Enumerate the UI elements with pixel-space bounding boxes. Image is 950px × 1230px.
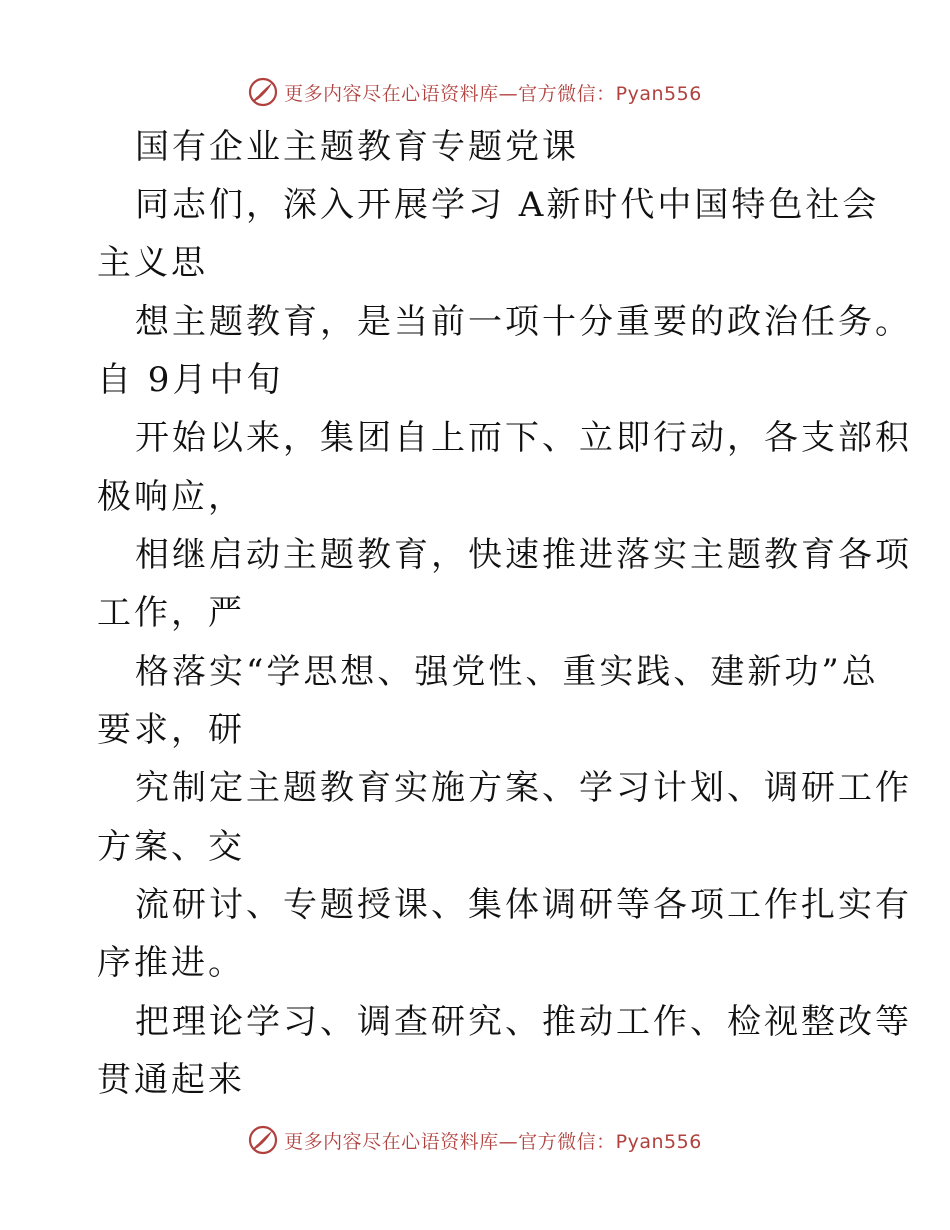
watermark-footer [0, 1120, 950, 1160]
quill-pen-logo-icon [248, 1125, 278, 1155]
paragraph-line: 主义思 [97, 243, 208, 283]
paragraph-line: 流研讨、专题授课、集体调研等各项工作扎实有 [135, 885, 912, 925]
paragraph-line: 序推进。 [97, 943, 245, 983]
paragraph-line: 方案、交 [97, 827, 245, 867]
paragraph-line: 同志们，深入开展学习 A新时代中国特色社会 [135, 185, 880, 225]
paragraph-line: 格落实“学思想、强党性、重实践、建新功”总 [135, 652, 879, 692]
paragraph-line: 自 9月中旬 [97, 360, 284, 400]
paragraph-line: 开始以来，集团自上而下、立即行动，各支部积 [135, 418, 912, 458]
document-title: 国有企业主题教育专题党课 [135, 127, 579, 167]
paragraph-line: 工作，严 [97, 593, 245, 633]
paragraph-line: 贯通起来 [97, 1060, 245, 1100]
paragraph-line: 相继启动主题教育，快速推进落实主题教育各项 [135, 535, 912, 575]
paragraph-line: 要求，研 [97, 710, 245, 750]
paragraph-line: 把理论学习、调查研究、推动工作、检视整改等 [135, 1002, 912, 1042]
paragraph-line: 想主题教育，是当前一项十分重要的政治任务。 [135, 302, 912, 342]
watermark-text: 更多内容尽在心语资料库—官方微信：Pyan556 [284, 82, 702, 105]
paragraph-line: 极响应， [97, 477, 245, 517]
watermark-text: 更多内容尽在心语资料库—官方微信：Pyan556 [284, 1130, 702, 1153]
paragraph-line: 究制定主题教育实施方案、学习计划、调研工作 [135, 768, 912, 808]
